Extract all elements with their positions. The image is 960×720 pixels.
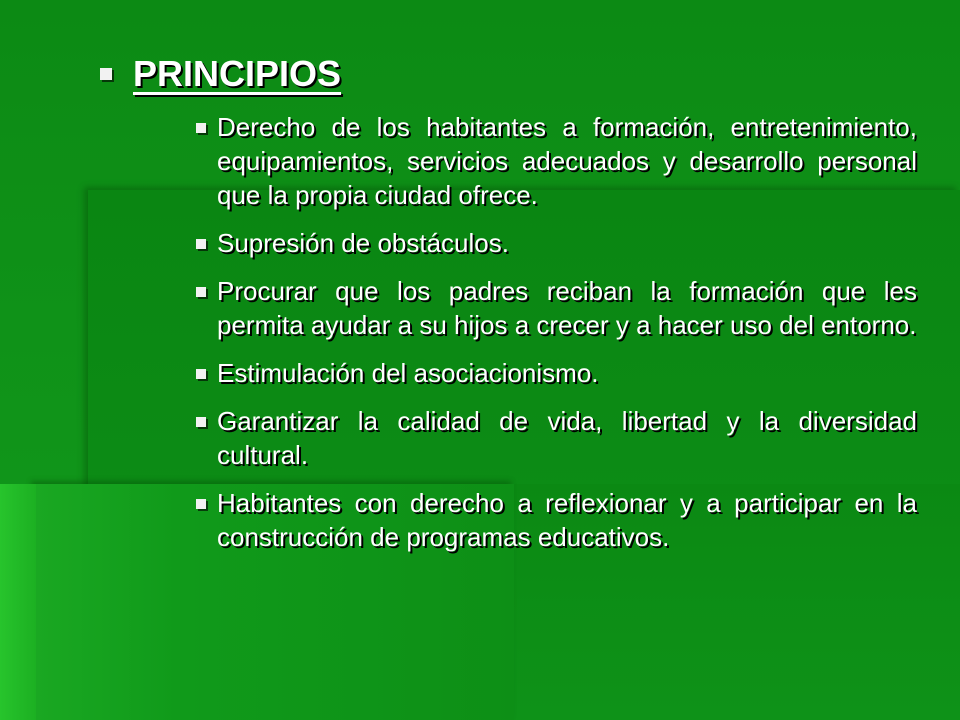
square-bullet-icon (196, 239, 206, 249)
square-bullet-icon (196, 123, 206, 133)
list-item (196, 356, 918, 390)
list-item (196, 110, 918, 212)
square-bullet-icon (100, 68, 112, 80)
list-item-text: Derecho de los habitantes a formación, entretenimiento, equipamientos, servicios adecuados y desarrollo personal que la propia ciudad ofrece. (217, 112, 917, 210)
list-item-text: Garantizar la calidad de vida, libertad y la diversidad cultural. (217, 406, 917, 470)
list-item-text: Procurar que los padres reciban la formación que les permita ayudar a su hijos a crecer y a hacer uso del entorno. (217, 276, 917, 340)
list-item (196, 226, 918, 260)
list-item (196, 404, 918, 472)
square-bullet-icon (196, 417, 206, 427)
bullet-list (196, 110, 918, 568)
list-item-text: Supresión de obstáculos. (217, 228, 509, 258)
list-item-text: Estimulación del asociacionismo. (217, 358, 599, 388)
slide-title: PRINCIPIOS (133, 53, 342, 94)
list-item (196, 274, 918, 342)
square-bullet-icon (196, 287, 206, 297)
square-bullet-icon (196, 369, 206, 379)
list-item-text: Habitantes con derecho a reflexionar y a participar en la construcción de programas educativos. (217, 488, 917, 552)
list-item (196, 486, 918, 554)
title-row (100, 52, 341, 96)
square-bullet-icon (196, 499, 206, 509)
